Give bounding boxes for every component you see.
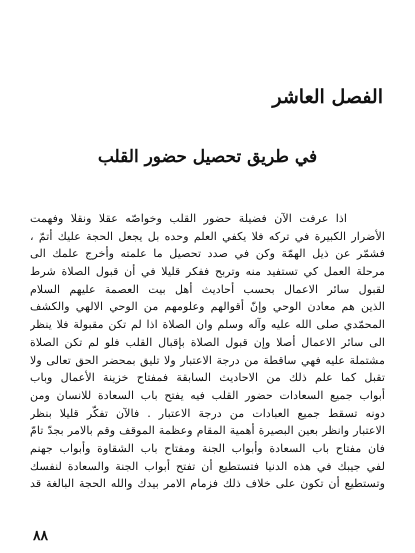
paragraph-line: مشتملة عليه فهي ساقطة من درجة الاعتبار ولا تليق بمحضر الحق تعالى ولا <box>30 353 385 367</box>
page-number: ٨٨ <box>33 528 49 544</box>
chapter-title: الفصل العاشر <box>272 86 383 108</box>
paragraph-line: أبواب جميع السعادات حضور القلب فيه يفتح باب السعادة للانسان ومن <box>30 388 385 402</box>
paragraph-line: الأضرار الكبيرة في تركه فلا يكفي العلم وحده بل يجعل الحجة عليك أتمّ ، <box>30 229 385 243</box>
paragraph-line: اذا عرفت الآن فضيلة حضور القلب وخواصّه عقلا ونقلا وفهمت <box>30 212 347 225</box>
paragraph-line: مرحلة العمل كي تستفيد منه وتربح ففكر قليلا في أن قبول الصلاة شرط <box>30 265 385 279</box>
paragraph-line: لفي جيبك في هذه الدنيا فتستطيع أن تفتح أبواب الجنة والسعادة لنفسك <box>30 459 385 473</box>
paragraph-line: الاعتبار وانظر بعين البصيرة أهمية المقام وعظمة الموقف وقم بالامر بجدّ تامّ <box>30 424 385 438</box>
paragraph-line: وتستطيع أن تكون على خلاف ذلك فزمام الامر بيدك والله الحجة البالغة قد <box>30 477 385 491</box>
section-title: في طريق تحصيل حضور القلب <box>97 147 318 167</box>
paragraph-line: المحمّدي صلى الله عليه وآله وسلم وان الصلاة اذا لم تكن مقبولة فلا ينظر <box>30 318 385 332</box>
paragraph-line: دونه تسقط جميع العبادات من درجة الاعتبار . فالآن تفكّر قليلا بنظر <box>30 406 385 420</box>
paragraph-line: لقبول سائر الاعمال بحسب أحاديث أهل بيت العصمة عليهم السلام <box>30 282 385 296</box>
paragraph-line: الى سائر الاعمال أصلا وإن قبول الصلاة بإقبال القلب فلو لم تكن الصلاة <box>30 335 385 349</box>
paragraph-line: فان مفتاح باب السعادة وأبواب الجنة ومفتاح باب الشقاوة وأبواب جهنم <box>30 441 385 455</box>
paragraph-line: تقبل كما علم ذلك من الاحاديث السابقة فمفتاح خزينة الأعمال وباب <box>30 371 385 385</box>
paragraph-line: فشمّر عن ذيل الهمّة وكن في صدد تحصيل ما علمته وأخرج علمك الى <box>30 247 385 261</box>
body-paragraph <box>30 210 385 493</box>
paragraph-line: الذين هم معادن الوحي وإنّ أقوالهم وعلومهم من الوحي الالهي والكشف <box>30 300 385 314</box>
